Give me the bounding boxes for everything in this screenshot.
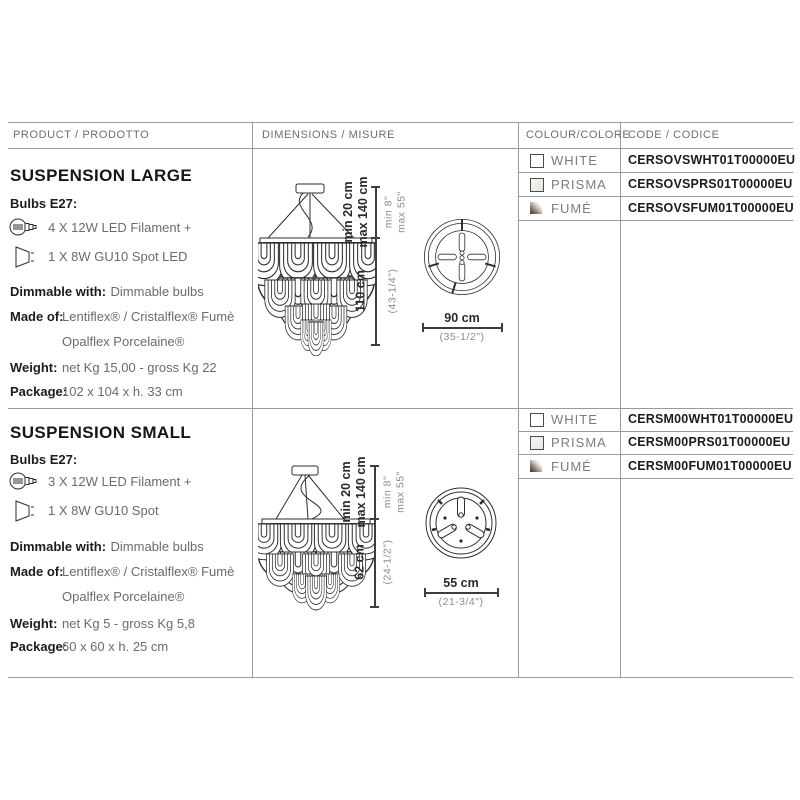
- diameter-dimension-line-small: [424, 592, 498, 594]
- color-name: PRISMA: [551, 435, 607, 450]
- dimension-tick: [371, 186, 380, 188]
- hanging-range-cm-small: [339, 457, 369, 528]
- madeof-label-large: Made of:: [10, 309, 64, 324]
- column-header-code: CODE / CODICE: [628, 129, 720, 141]
- hanging-range-inch-small: [381, 471, 406, 513]
- madeof-line1-small: Lentiflex® / Cristalflex® Fumè: [62, 564, 235, 579]
- hanging-range-inch-large: [382, 191, 407, 233]
- weight-value-small: net Kg 5 - gross Kg 5,8: [62, 616, 195, 631]
- suspension-large-top-view: [422, 217, 502, 297]
- weight-label-large: Weight:: [10, 360, 58, 375]
- swatch-fume-small: [530, 460, 542, 472]
- dimension-tick: [370, 465, 379, 467]
- package-label-small: Package:: [10, 639, 68, 654]
- color-name: FUMÉ: [551, 201, 592, 216]
- body-height-inch-small: (24-1/2"): [381, 539, 394, 585]
- hang-min-cm: min 20 cm: [339, 461, 353, 523]
- dimmable-row-large: [10, 283, 204, 301]
- dimmable-label: Dimmable with:: [10, 284, 107, 299]
- package-value-small: 60 x 60 x h. 25 cm: [62, 639, 169, 654]
- product-title-small: SUSPENSION SMALL: [10, 423, 192, 442]
- suspension-small-top-view: [424, 486, 498, 560]
- led-filament-bulb-icon: [8, 470, 44, 492]
- hanging-range-cm-large: [341, 177, 371, 248]
- swatch-prisma-small: [530, 436, 544, 450]
- color-name: WHITE: [551, 153, 598, 168]
- hang-max-in: max 55": [394, 471, 406, 513]
- diameter-dimension-line-large: [422, 327, 502, 329]
- diameter-inch-small: (21-3/4"): [438, 596, 484, 608]
- product-code: CERSOVSFUM01T00000EU: [628, 201, 794, 215]
- color-name: WHITE: [551, 412, 598, 427]
- color-name: FUMÉ: [551, 459, 592, 474]
- column-divider: [252, 122, 253, 677]
- hang-max-cm: max 140 cm: [356, 176, 370, 248]
- column-divider: [620, 122, 621, 677]
- madeof-line1-large: Lentiflex® / Cristalflex® Fumè: [62, 309, 235, 324]
- dimmable-row-small: [10, 538, 204, 556]
- swatch-white-small: [530, 413, 544, 427]
- product-code: CERSM00FUM01T00000EU: [628, 459, 792, 473]
- dimmable-label: Dimmable with:: [10, 539, 107, 554]
- bulb-line2-large: 1 X 8W GU10 Spot LED: [48, 249, 188, 264]
- row-separator: [8, 408, 793, 409]
- swatch-white-large: [530, 154, 544, 168]
- height-dimension-line-small: [374, 465, 376, 607]
- column-divider: [518, 122, 519, 677]
- dimension-tick: [370, 518, 379, 520]
- product-code: CERSM00WHT01T00000EU: [628, 412, 794, 426]
- dimmable-value: Dimmable bulbs: [110, 539, 204, 554]
- gu10-spot-icon: [12, 498, 40, 524]
- led-filament-bulb-icon: [8, 216, 44, 238]
- body-height-cm-large: 110 cm: [353, 270, 368, 312]
- diameter-cm-large: 90 cm: [444, 311, 480, 325]
- product-code: CERSOVSWHT01T00000EU: [628, 153, 796, 167]
- weight-value-large: net Kg 15,00 - gross Kg 22: [62, 360, 217, 375]
- product-code: CERSOVSPRS01T00000EU: [628, 177, 793, 191]
- diameter-inch-large: (35-1/2"): [439, 331, 485, 343]
- hang-min-cm: min 20 cm: [341, 181, 355, 243]
- gu10-spot-icon: [12, 244, 40, 270]
- weight-label-small: Weight:: [10, 616, 58, 631]
- column-header-colour: COLOUR/COLORE: [526, 129, 631, 141]
- body-height-inch-large: (43-1/4"): [386, 268, 399, 314]
- bulb-line1-small: 3 X 12W LED Filament +: [48, 474, 192, 489]
- color-row-divider: [518, 454, 793, 455]
- hang-min-in: min 8": [381, 475, 394, 509]
- swatch-prisma-large: [530, 178, 544, 192]
- color-row-divider: [518, 196, 793, 197]
- bulbs-label-small: Bulbs E27:: [10, 452, 78, 467]
- header-bottom-border: [8, 148, 793, 149]
- package-label-large: Package:: [10, 384, 68, 399]
- color-row-divider: [518, 478, 793, 479]
- package-value-large: 102 x 104 x h. 33 cm: [62, 384, 183, 399]
- bulbs-label-large: Bulbs E27:: [10, 196, 78, 211]
- dimmable-value: Dimmable bulbs: [110, 284, 204, 299]
- color-row-divider: [518, 172, 793, 173]
- bulb-line1-large: 4 X 12W LED Filament +: [48, 220, 192, 235]
- color-row-divider: [518, 431, 793, 432]
- column-header-product: PRODUCT / PRODOTTO: [13, 129, 150, 141]
- madeof-label-small: Made of:: [10, 564, 64, 579]
- dimension-tick: [371, 237, 380, 239]
- height-dimension-line-large: [375, 186, 377, 345]
- bulb-line2-small: 1 X 8W GU10 Spot: [48, 503, 159, 518]
- madeof-line2-small: Opalflex Porcelaine®: [62, 589, 185, 604]
- dimension-tick: [370, 606, 379, 608]
- color-name: PRISMA: [551, 177, 607, 192]
- hang-max-cm: max 140 cm: [354, 456, 368, 528]
- product-code: CERSM00PRS01T00000EU: [628, 435, 791, 449]
- swatch-fume-large: [530, 202, 542, 214]
- body-height-cm-small: 62 cm: [352, 544, 367, 580]
- table-bottom-border: [8, 677, 793, 678]
- diameter-cm-small: 55 cm: [443, 576, 479, 590]
- product-title-large: SUSPENSION LARGE: [10, 166, 193, 185]
- hang-max-in: max 55": [395, 191, 407, 233]
- dimension-tick: [371, 344, 380, 346]
- hang-min-in: min 8": [382, 195, 395, 229]
- madeof-line2-large: Opalflex Porcelaine®: [62, 334, 185, 349]
- table-top-border: [8, 122, 793, 123]
- column-header-dimensions: DIMENSIONS / MISURE: [262, 129, 396, 141]
- color-row-divider: [518, 220, 793, 221]
